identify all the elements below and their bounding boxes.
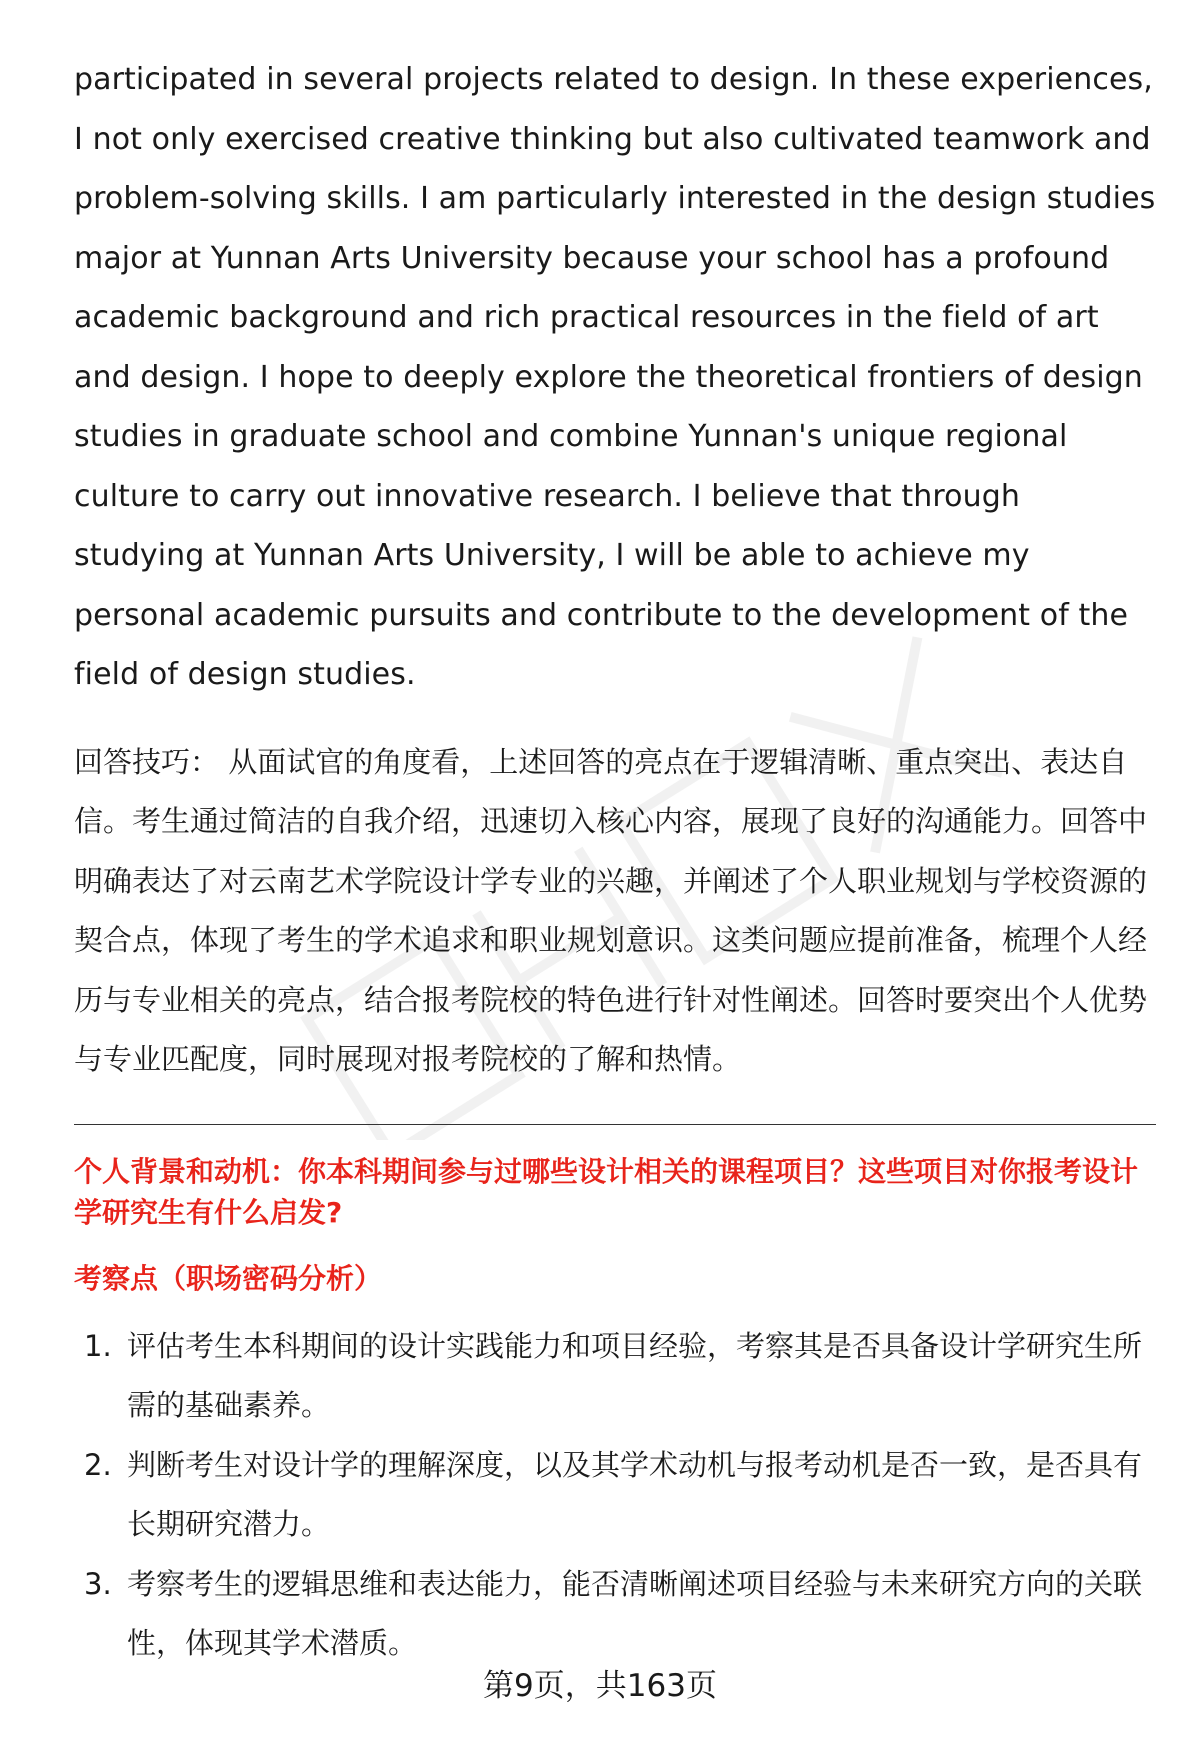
list-item-text: 判断考生对设计学的理解深度，以及其学术动机与报考动机是否一致，是否具有长期研究潜力。 bbox=[127, 1447, 1143, 1541]
list-item bbox=[74, 1555, 1156, 1674]
list-item-number: 3. bbox=[84, 1566, 112, 1601]
document-page bbox=[74, 50, 1156, 1674]
page-number-footer: 第9页，共163页 bbox=[483, 1668, 717, 1704]
list-item-text: 考察考生的逻辑思维和表达能力，能否清晰阐述项目经验与未来研究方向的关联性，体现其学术潜质。 bbox=[127, 1566, 1143, 1660]
list-item bbox=[74, 1436, 1156, 1555]
list-item-text: 评估考生本科期间的设计实践能力和项目经验，考察其是否具备设计学研究生所需的基础素养。 bbox=[127, 1328, 1143, 1422]
list-item-number: 1. bbox=[84, 1328, 112, 1363]
tips-text: 从面试官的角度看，上述回答的亮点在于逻辑清晰、重点突出、表达自信。考生通过简洁的自我介绍，迅速切入核心内容，展现了良好的沟通能力。回答中明确表达了对云南艺术学院设计学专业的兴趣，并阐述了个人职业规划与学校资源的契合点，体现了考生的学术追求和职业规划意识。这类问题应提前准备，梳理个人经历与专业相关的亮点，结合报考院校的特色进行针对性阐述。回答时要突出个人优势与专业匹配度，同时展现对报考院校的了解和热情。 bbox=[74, 744, 1148, 1076]
section-divider bbox=[74, 1124, 1156, 1125]
answer-tips bbox=[74, 733, 1156, 1090]
list-item bbox=[74, 1317, 1156, 1436]
answer-paragraph: participated in several projects related to design. In these experiences, I not only exercised creative thinking but also cultivated teamwork and problem-solving skills. I am particularly interested in the design studies major at Yunnan Arts University because your school has a profound academic background and rich practical resources in the field of art and design. I hope to deeply explore the theoretical frontiers of design studies in graduate school and combine Yunnan's unique regional culture to carry out innovative research. I believe that through studying at Yunnan Arts University, I will be able to achieve my personal academic pursuits and contribute to the development of the field of design studies. bbox=[74, 62, 1156, 692]
tips-label: 回答技巧： bbox=[74, 744, 220, 779]
list-item-number: 2. bbox=[84, 1447, 112, 1482]
question-heading: 个人背景和动机：你本科期间参与过哪些设计相关的课程项目？这些项目对你报考设计学研究生有什么启发? bbox=[74, 1154, 1139, 1229]
focus-heading: 考察点（职场密码分析） bbox=[74, 1261, 383, 1295]
focus-points-list bbox=[74, 1317, 1156, 1674]
